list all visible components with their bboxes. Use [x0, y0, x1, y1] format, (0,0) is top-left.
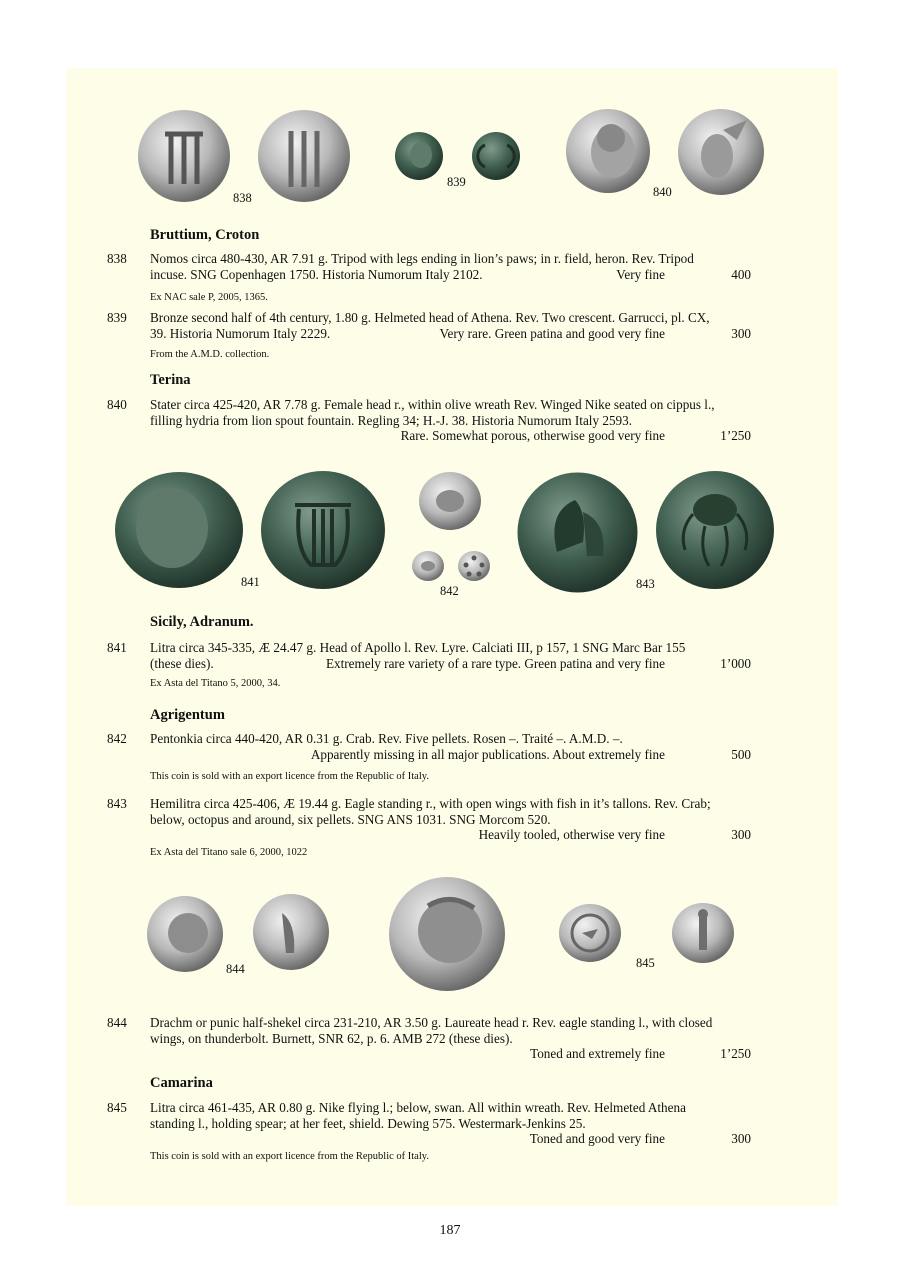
lot-number-838: 838	[107, 251, 127, 266]
lot-838-grade: Very fine	[616, 266, 665, 282]
lot-845-price: 300	[731, 1131, 751, 1146]
coin-840-obverse	[565, 108, 651, 194]
coin-845-reverse	[671, 902, 735, 964]
lot-844-description: Drachm or punic half-shekel circa 231-210, AR 3.50 g. Laureate head r. Rev. eagle standing l., with closed wings, on thunderbolt. Burnett, SNR 62, p. 6. AMB 272 (these dies). Toned and extremely fine 1’250	[150, 1015, 751, 1061]
lot-840-grade: Rare. Somewhat porous, otherwise good very fine	[400, 428, 665, 443]
lot-845-description: Litra circa 461-435, AR 0.80 g. Nike flying l.; below, swan. All within wreath. Rev. Helmeted Athena standing l., holding spear; at her feet, shield. Dewing 575. Westermark-Jenkins 25. Toned and good very fine 300	[150, 1100, 751, 1146]
lot-838-note: Ex NAC sale P, 2005, 1365.	[150, 292, 268, 303]
lot-number-842: 842	[107, 731, 127, 746]
coin-841-obverse	[112, 470, 246, 590]
lot-number-844: 844	[107, 1015, 127, 1030]
lot-843-grade: Heavily tooled, otherwise very fine	[478, 827, 665, 842]
heading-camarina: Camarina	[150, 1075, 213, 1091]
coin-841-reverse	[259, 469, 387, 591]
lot-844-grade: Toned and extremely fine	[530, 1046, 665, 1061]
lot-838-price: 400	[731, 266, 751, 282]
lot-842-price: 500	[731, 746, 751, 762]
coin-840-reverse	[677, 108, 765, 196]
lot-844-price: 1’250	[720, 1046, 751, 1061]
lot-841-description: Litra circa 345-335, Æ 24.47 g. Head of Apollo l. Rev. Lyre. Calciati III, p 157, 1 SNG Marc Bar 155 (these dies). Extremely rare variety of a rare type. Green patina and very fine 1’000	[150, 640, 751, 671]
plate-label-842: 842	[440, 584, 459, 598]
lot-number-845: 845	[107, 1100, 127, 1115]
coin-842-reverse-small	[457, 550, 491, 582]
lot-843-price: 300	[731, 827, 751, 842]
lot-number-841: 841	[107, 640, 127, 655]
lot-843-description: Hemilitra circa 425-406, Æ 19.44 g. Eagle standing r., with open wings with fish in it’s tallons. Rev. Crab; below, octopus and around, six pellets. SNG ANS 1031. SNG Morcom 520. Heavily tooled, otherwise very fine 300	[150, 796, 751, 842]
plate-label-841: 841	[241, 575, 260, 589]
coin-844-reverse	[252, 893, 330, 971]
lot-842-note: This coin is sold with an export licence from the Republic of Italy.	[150, 771, 429, 782]
coin-845-obverse	[558, 903, 622, 963]
lot-843-note: Ex Asta del Titano sale 6, 2000, 1022	[150, 847, 308, 858]
plate-label-840: 840	[653, 185, 672, 199]
plate-label-843: 843	[636, 577, 655, 591]
lot-number-843: 843	[107, 796, 127, 811]
plate-label-839: 839	[447, 175, 466, 189]
coin-839-obverse	[394, 131, 444, 181]
coin-844-obverse	[146, 895, 224, 973]
coin-843-obverse	[517, 472, 638, 593]
lot-841-price: 1’000	[720, 655, 751, 671]
heading-adranum: Sicily, Adranum.	[150, 614, 254, 630]
lot-839-grade: Very rare. Green patina and good very fine	[439, 325, 665, 341]
lot-840-price: 1’250	[720, 428, 751, 443]
lot-839-note: From the A.M.D. collection.	[150, 349, 270, 360]
lot-845-note: This coin is sold with an export licence from the Republic of Italy.	[150, 1151, 429, 1162]
coin-838-reverse	[257, 109, 351, 203]
heading-croton: Bruttium, Croton	[150, 227, 260, 243]
lot-838-description: Nomos circa 480-430, AR 7.91 g. Tripod with legs ending in lion’s paws; in r. field, heron. Rev. Tripod incuse. SNG Copenhagen 1750. Historia Numorum Italy 2102. Very fine 400	[150, 251, 751, 282]
coin-844-enlarged	[388, 876, 506, 992]
lot-841-note: Ex Asta del Titano 5, 2000, 34.	[150, 678, 281, 689]
lot-839-price: 300	[731, 325, 751, 341]
coin-838-obverse	[137, 109, 231, 203]
coin-843-reverse	[655, 470, 775, 590]
page-number: 187	[439, 1223, 461, 1238]
lot-840-description: Stater circa 425-420, AR 7.78 g. Female head r., within olive wreath Rev. Winged Nike seated on cippus l., filling hydria from lion spout fountain. Regling 34; H.-J. 38. Historia Numorum Italy 2593. Rare. Somewhat porous, otherwise good very fine 1’250	[150, 397, 751, 443]
lot-number-839: 839	[107, 310, 127, 325]
plate-label-845: 845	[636, 956, 655, 970]
coin-842-obverse-small	[411, 550, 445, 582]
lot-842-description: Pentonkia circa 440-420, AR 0.31 g. Crab. Rev. Five pellets. Rosen –. Traité –. A.M.D. –. Apparently missing in all major publications. About extremely fine 500	[150, 731, 751, 762]
coin-839-reverse	[471, 131, 521, 181]
lot-841-grade: Extremely rare variety of a rare type. Green patina and very fine	[325, 655, 665, 671]
lot-842-grade: Apparently missing in all major publications. About extremely fine	[310, 746, 665, 762]
plate-label-838: 838	[233, 191, 252, 205]
lot-839-description: Bronze second half of 4th century, 1.80 g. Helmeted head of Athena. Rev. Two crescent. Garrucci, pl. CX, 39. Historia Numorum Italy 2229. Very rare. Green patina and good very fine 300	[150, 310, 751, 341]
coin-842-obverse	[418, 471, 482, 531]
lot-845-grade: Toned and good very fine	[529, 1131, 665, 1146]
lot-number-840: 840	[107, 397, 127, 412]
heading-agrigentum: Agrigentum	[150, 707, 225, 723]
heading-terina: Terina	[150, 372, 191, 388]
plate-label-844: 844	[226, 962, 245, 976]
